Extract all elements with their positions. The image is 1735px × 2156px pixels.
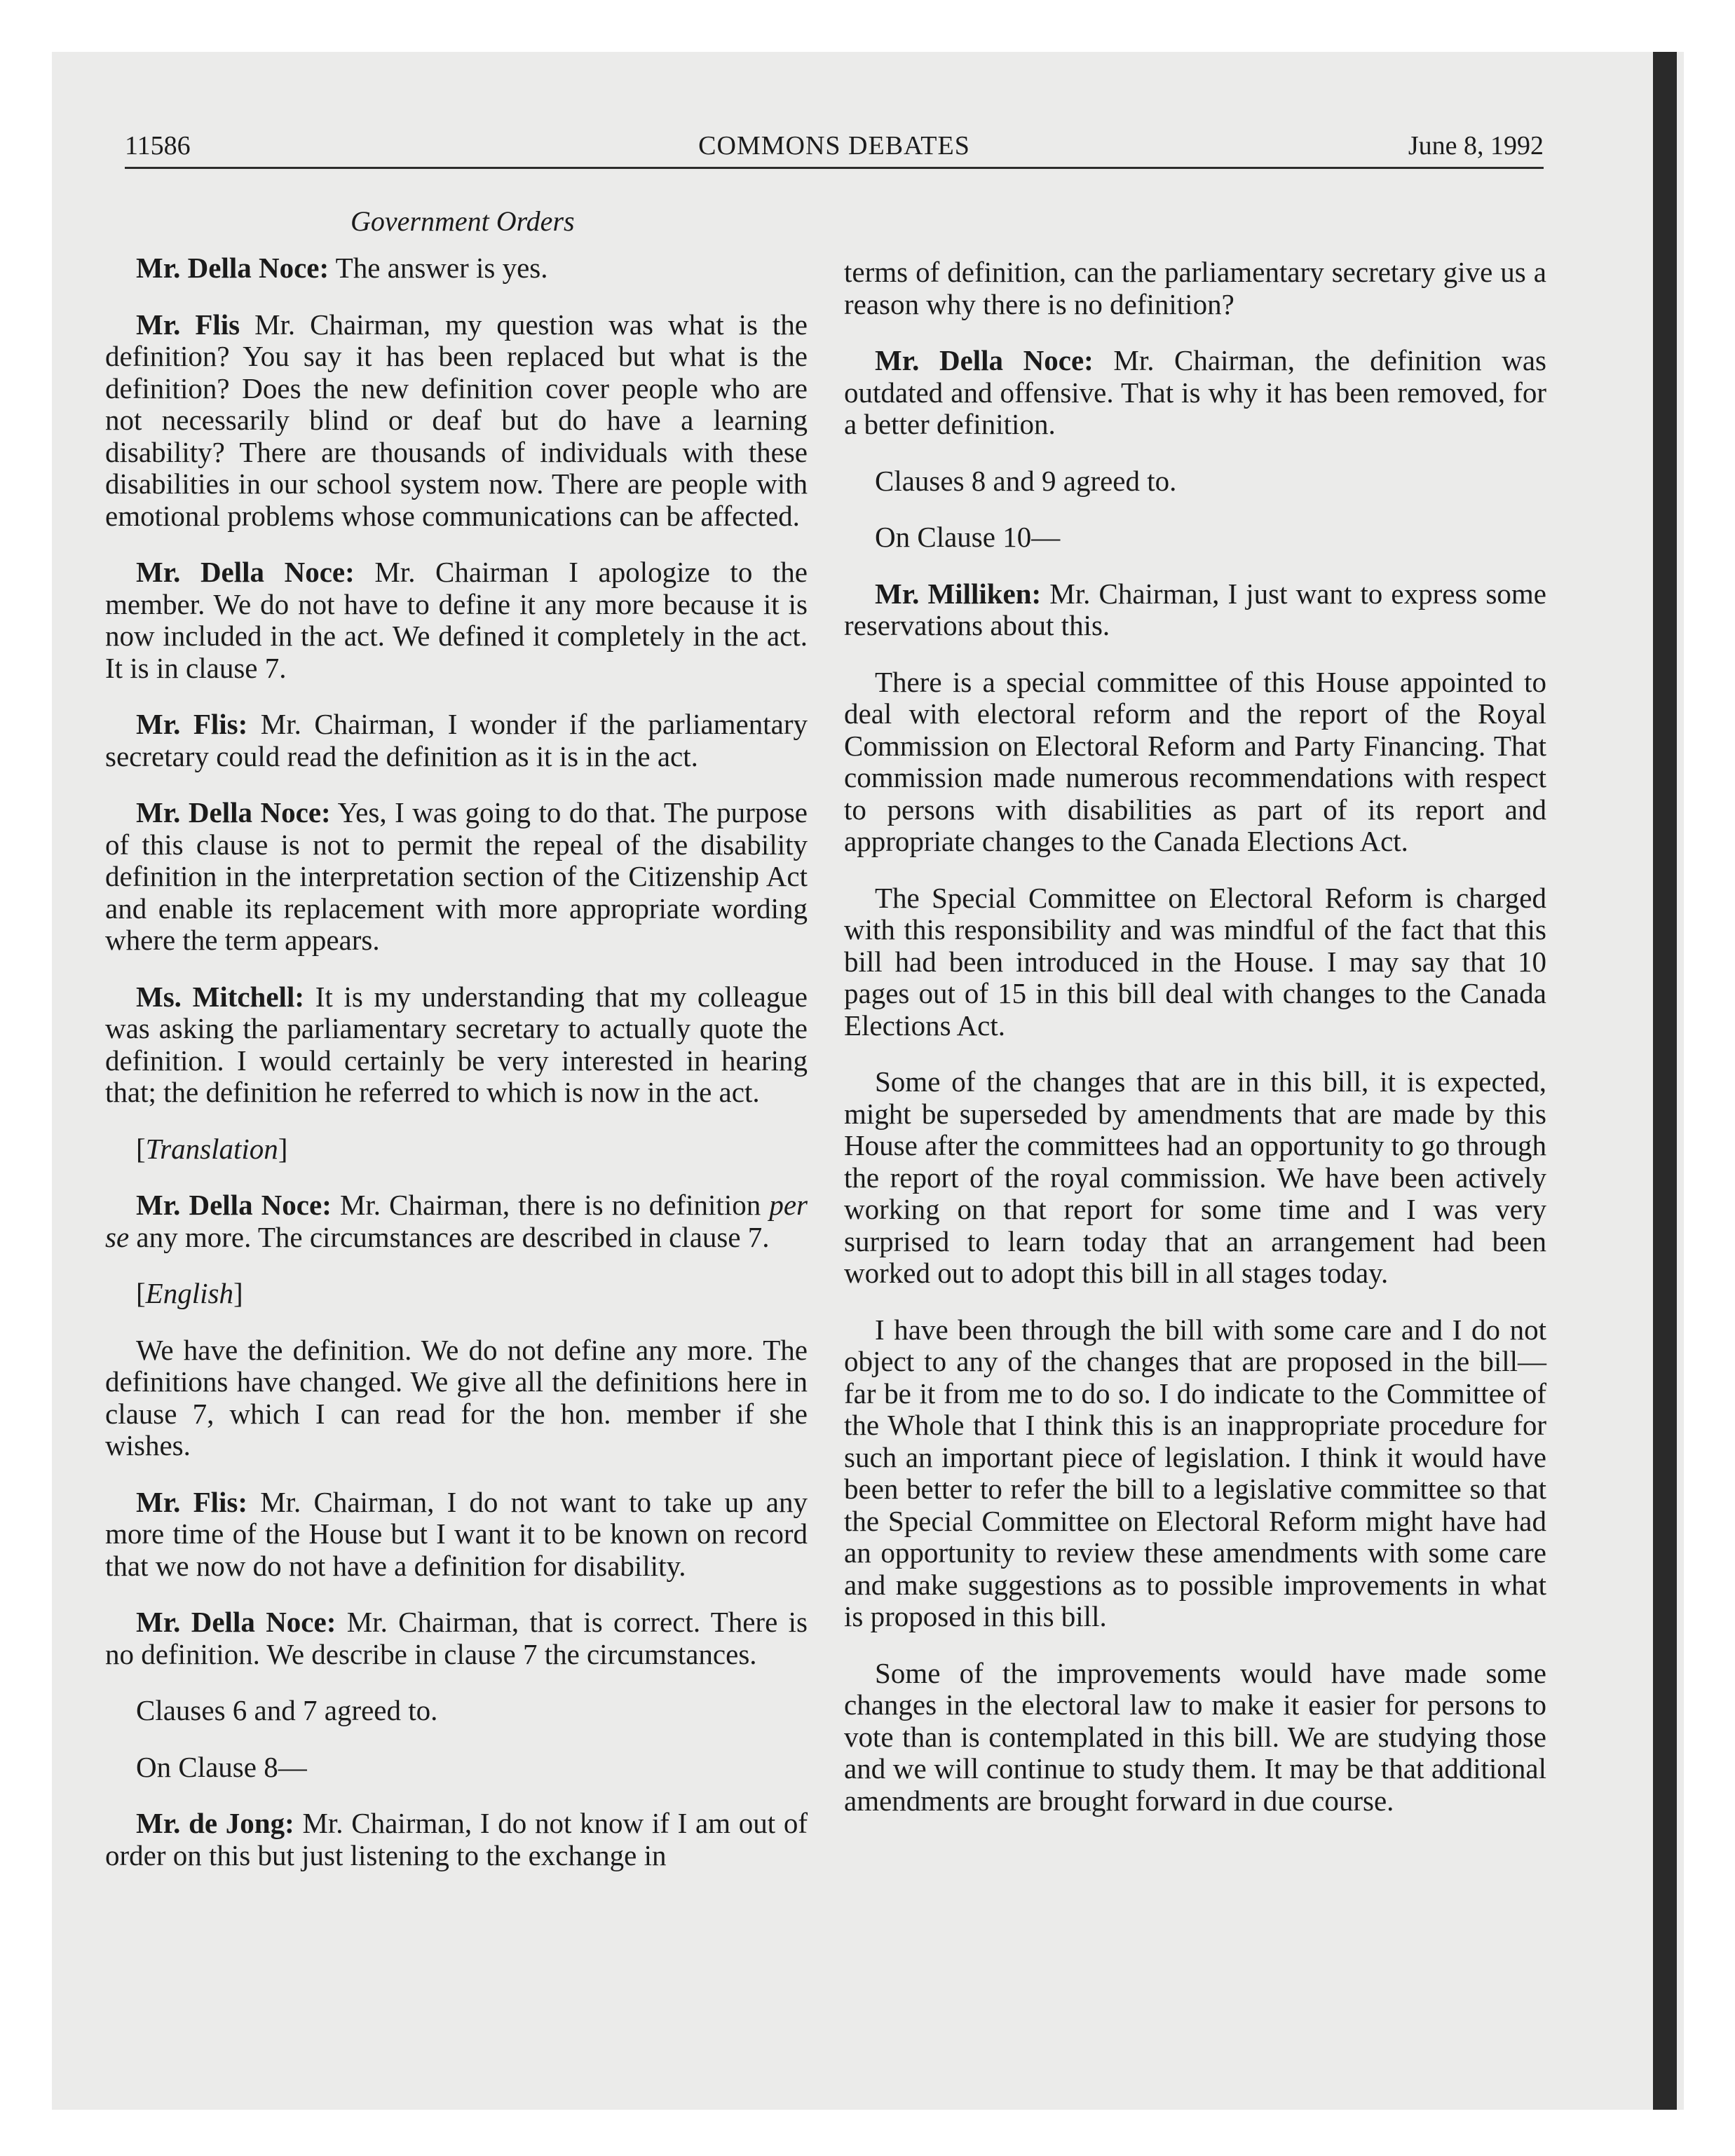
page-number: 11586 — [125, 131, 191, 161]
speaker: Mr. Della Noce: — [875, 344, 1094, 376]
language-label: Translation — [145, 1132, 278, 1165]
speaker: Ms. Mitchell: — [136, 980, 304, 1013]
running-header — [125, 130, 1544, 169]
paragraph — [105, 709, 808, 772]
section-title: Government Orders — [351, 205, 575, 237]
speaker: Mr. Della Noce: — [136, 796, 331, 828]
paragraph: I have been through the bill with some care and I do not object to any of the changes that are proposed in the bill—far be it from me to do so. I do indicate to the Committee of the Whole that I think this is an inappropriate procedure for such an important piece of legislation. I think it would have been better to refer the bill to a legislative committee so that the Special Committee on Electoral Reform might have had an opportunity to review these amendments with some care and make suggestions as to possible improvements in what is proposed in this bill. — [844, 1313, 1546, 1632]
speaker: Mr. Della Noce: — [136, 556, 355, 588]
bracket: [ — [136, 1132, 146, 1165]
speech: Yes, I was going to do that. The purpose of this clause is not to permit the repeal of the disability definition in the interpretation section of the Citizenship Act and enable its replacement with more appropriate wording where the term appears. — [105, 796, 808, 956]
paragraph — [105, 797, 808, 957]
paragraph — [105, 1808, 808, 1871]
paragraph-continued: terms of definition, can the parliamentary secretary give us a reason why there is no definition? — [844, 256, 1546, 320]
speaker: Mr. Della Noce: — [136, 1606, 336, 1638]
procedural-note: On Clause 10— — [875, 521, 1061, 553]
translation-marker — [105, 1133, 808, 1166]
speech: Mr. Chairman I apologize to the member. We do not have to define it any more because it is now included in the act. We defined it completely in the act. It is in clause 7. — [105, 556, 808, 684]
speech: Mr. Chairman, I wonder if the parliamentary secretary could read the definition as it is in the act. — [105, 708, 808, 772]
paragraph: Some of the improvements would have made some changes in the electoral law to make it easier for persons to vote than is contemplated in this bill. We are studying those and we will continue to study them. It may be that additional amendments are brought forward in due course. — [844, 1656, 1546, 1817]
paragraph: The Special Committee on Electoral Reform is charged with this responsibility and was mindful of the fact that this bill had been introduced in the House. I may say that 10 pages out of 15 in this bill deal with changes to the Canada Elections Act. — [844, 881, 1546, 1042]
speech: any more. The circumstances are described in clause 7. — [129, 1220, 770, 1253]
paragraph — [105, 557, 808, 684]
paragraph — [105, 1189, 808, 1253]
publication-title: COMMONS DEBATES — [698, 131, 970, 161]
language-label: English — [145, 1277, 233, 1309]
paragraph: Some of the changes that are in this bill, it is expected, might be superseded by amendments that are made by this House after the committees had an opportunity to go through the report of the royal commission. We have been actively working on that report for some time and I was very surprised to learn today that an arrangement had been worked out to adopt this bill in all stages today. — [844, 1065, 1546, 1289]
speaker: Mr. Flis — [136, 308, 240, 341]
paragraph — [105, 981, 808, 1109]
paragraph — [105, 1606, 808, 1670]
procedural-note: Clauses 8 and 9 agreed to. — [875, 464, 1177, 497]
paragraph — [105, 1487, 808, 1583]
italic-phrase: per se — [105, 1189, 808, 1253]
bracket: ] — [278, 1132, 288, 1165]
paragraph — [844, 578, 1546, 642]
speech: Mr. Chairman, there is no definition — [331, 1189, 770, 1221]
speaker: Mr. Flis: — [136, 1485, 248, 1518]
procedural-note: Clauses 6 and 7 agreed to. — [136, 1694, 438, 1726]
bracket: ] — [233, 1277, 243, 1309]
paragraph: We have the definition. We do not define any more. The definitions have changed. We give all the definitions here in clause 7, which I can read for the hon. member if she wishes. — [105, 1333, 808, 1461]
speech: Mr. Chairman, that is correct. There is no definition. We describe in clause 7 the circumstances. — [105, 1606, 808, 1670]
speaker: Mr. Della Noce: — [136, 1189, 332, 1221]
bracket: [ — [136, 1277, 146, 1309]
scan-edge — [1653, 52, 1677, 2110]
paragraph — [105, 309, 808, 533]
right-column — [844, 257, 1546, 1841]
speaker: Mr. Flis: — [136, 708, 248, 740]
speaker: Mr. Della Noce: — [136, 252, 329, 284]
procedural-note: On Clause 8— — [136, 1750, 307, 1783]
speech: Mr. Chairman, I do not want to take up any more time of the House but I want it to be known on record that we now do not have a definition for disability. — [105, 1485, 808, 1582]
speech: Mr. Chairman, I just want to express some reservations about this. — [844, 577, 1546, 641]
speech: Mr. Chairman, my question was what is the definition? You say it has been replaced but what is the definition? Does the new definition cover people who are not necessarily blind or deaf but do have a learning disability? There are thousands of individuals with these disabilities in our school system now. There are people with emotional problems whose communications can be affected. — [105, 308, 808, 532]
paragraph: There is a special committee of this House appointed to deal with electoral reform and the report of the Royal Commission on Electoral Reform and Party Financing. That commission made numerous recommendations with respect to persons with disabilities as part of its report and appropriate changes to the Canada Elections Act. — [844, 665, 1546, 857]
speech: Mr. Chairman, I do not know if I am out of order on this but just listening to the exchange in — [105, 1807, 808, 1871]
speech: Mr. Chairman, the definition was outdated and offensive. That is why it has been removed, for a better definition. — [844, 344, 1546, 440]
header-date: June 8, 1992 — [1408, 131, 1544, 161]
paragraph — [105, 252, 808, 285]
speech: The answer is yes. — [329, 252, 548, 284]
paragraph — [844, 345, 1546, 441]
english-marker — [105, 1278, 808, 1310]
left-column — [105, 252, 808, 1896]
speaker: Mr. de Jong: — [136, 1807, 294, 1839]
speaker: Mr. Milliken: — [875, 577, 1042, 610]
speech: It is my understanding that my colleague was asking the parliamentary secretary to actually quote the definition. I would certainly be very interested in hearing that; the definition he referred to which is now in the act. — [105, 980, 808, 1108]
